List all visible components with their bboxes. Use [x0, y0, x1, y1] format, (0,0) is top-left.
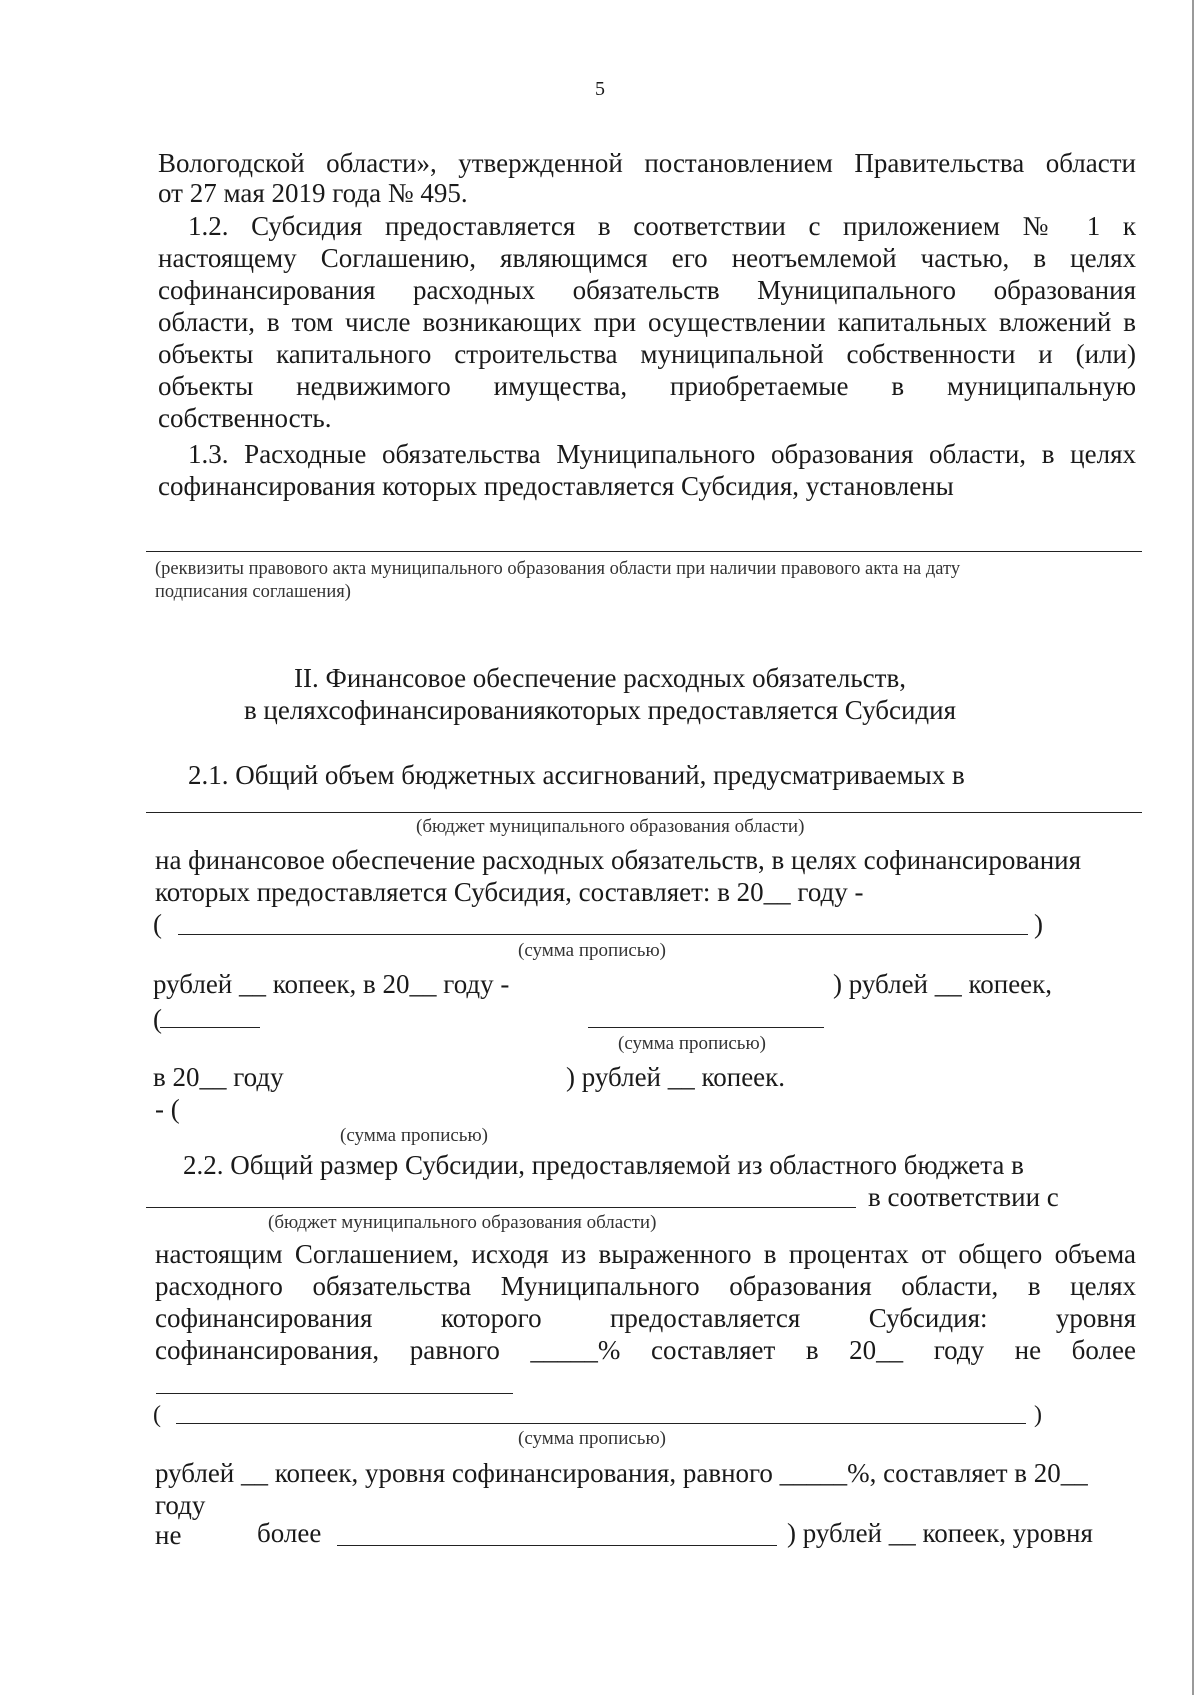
para21-line2: на финансовое обеспечение расходных обязательств, в целях софинансирования	[155, 845, 1082, 875]
para22-line8-ne: не	[155, 1520, 182, 1550]
row-a-right: ) рублей __ копеек,	[833, 969, 1053, 999]
para21-line1: 2.1. Общий объем бюджетных ассигнований, предусматриваемых в	[188, 760, 965, 790]
para12-line2: настоящему Соглашению, являющимся его неотъемлемой частью, в целях	[158, 243, 1136, 273]
para22-line8-rest: ) рублей __ копеек, уровня	[787, 1518, 1093, 1548]
para22-line8-bolee: более	[257, 1518, 322, 1548]
legal-act-blank-line	[146, 551, 1142, 552]
para12-line5: объекты капитального строительства муниципальной собственности и (или)	[158, 339, 1136, 369]
para22-line3: расходного обязательства Муниципального образования области, в целях	[155, 1271, 1136, 1301]
para21-line3: которых предоставляется Субсидия, составляет: в 20__ году -	[155, 877, 864, 907]
para22-line7: году	[155, 1490, 206, 1520]
sum-short-line	[156, 1393, 513, 1394]
para12-line3: софинансирования расходных обязательств Муниципального образования	[158, 275, 1136, 305]
close-paren-2: )	[1034, 1402, 1042, 1428]
para22-line1: 2.2. Общий размер Субсидии, предоставляемой из областного бюджета в	[183, 1150, 1024, 1180]
para1-line2: от 27 мая 2019 года № 495.	[158, 178, 468, 208]
caption-sum-3: (сумма прописью)	[340, 1125, 488, 1146]
caption-sum-2: (сумма прописью)	[618, 1033, 766, 1054]
page-number: 5	[595, 78, 605, 100]
para22-line5: софинансирования, равного _____% составляет в 20__ году не более	[155, 1335, 1136, 1365]
row-c-left: в 20__ году	[153, 1062, 284, 1092]
caption-sum-4: (сумма прописью)	[518, 1428, 666, 1449]
budget-blank-line-1	[146, 812, 1142, 813]
caption-sum-1: (сумма прописью)	[518, 940, 666, 961]
caption-budget-2: (бюджет муниципального образования области)	[268, 1212, 657, 1233]
row-a-left: рублей __ копеек, в 20__ году -	[153, 969, 510, 999]
row-d: - (	[155, 1094, 180, 1124]
para22-line4: софинансирования которого предоставляется Субсидия: уровня	[155, 1303, 1136, 1333]
para12-line4: области, в том числе возникающих при осуществлении капитальных вложений в	[158, 307, 1136, 337]
para12-line1: 1.2. Субсидия предоставляется в соответствии с приложением № 1 к	[188, 211, 1136, 241]
para12-line6: объекты недвижимого имущества, приобретаемые в муниципальную	[158, 371, 1136, 401]
page-edge	[1192, 0, 1194, 1695]
sum-blank-line-2	[176, 1423, 1026, 1424]
para22-line2: настоящим Соглашением, исходя из выраженного в процентах от общего объема	[155, 1239, 1136, 1269]
open-paren-1: (	[153, 909, 162, 939]
caption-legal-act-line1: (реквизиты правового акта муниципального образования области при наличии правового акта на дату	[155, 559, 961, 579]
open-paren-2: (	[153, 1402, 161, 1428]
para22-line6: рублей __ копеек, уровня софинансирования, равного _____%, составляет в 20__	[155, 1458, 1088, 1488]
sum-blank-line-1	[178, 934, 1028, 935]
para22-line1-right: в соответствии с	[868, 1182, 1059, 1212]
amount-blank-line	[337, 1545, 777, 1546]
row-b-paren: (	[153, 1004, 162, 1034]
row-b-sum-line	[588, 1027, 824, 1028]
close-paren-1: )	[1034, 909, 1043, 939]
caption-budget-1: (бюджет муниципального образования области)	[416, 816, 805, 837]
section2-title-line1: II. Финансовое обеспечение расходных обязательств,	[294, 663, 906, 693]
para13-line2: софинансирования которых предоставляется Субсидия, установлены	[158, 471, 954, 501]
para1-line1: Вологодской области», утвержденной постановлением Правительства области	[158, 148, 1136, 178]
row-c-right: ) рублей __ копеек.	[566, 1062, 786, 1092]
caption-legal-act-line2: подписания соглашения)	[155, 582, 351, 602]
para12-line7: собственность.	[158, 403, 332, 433]
para13-line1: 1.3. Расходные обязательства Муниципального образования области, в целях	[188, 439, 1136, 469]
section2-title-line2: в целяхсофинансированиякоторых предоставляется Субсидия	[243, 695, 957, 725]
row-b-short-line	[160, 1027, 260, 1028]
budget-blank-line-2	[146, 1207, 856, 1208]
